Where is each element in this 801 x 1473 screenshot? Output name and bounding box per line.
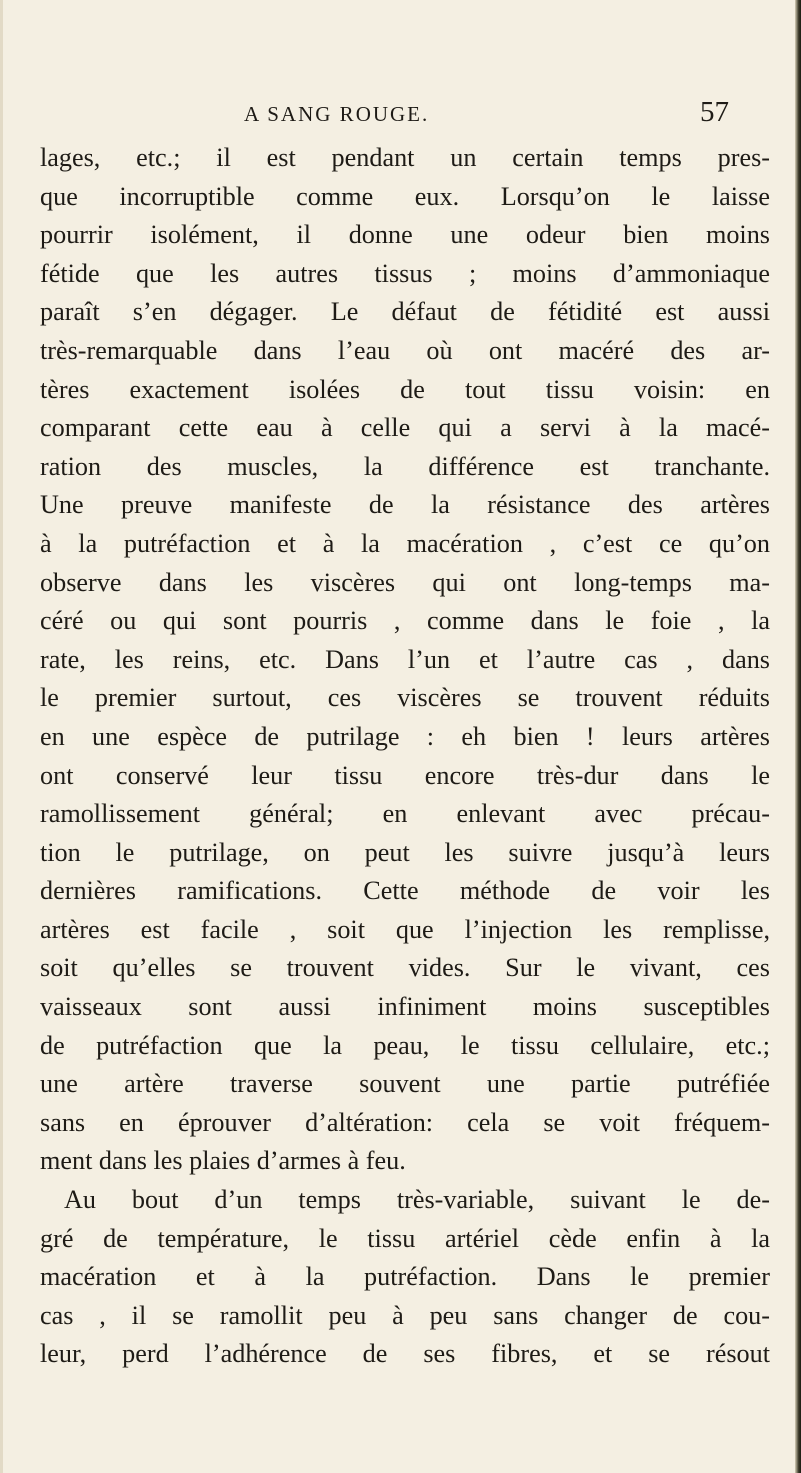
text-line: très-remarquable dans l’eau où ont macéré des ar- [40, 335, 770, 365]
text-line: pourrir isolément, il donne une odeur bien moins [40, 220, 770, 250]
text-line: dernières ramifications. Cette méthode de voir les [40, 876, 770, 906]
text-line: soit qu’elles se trouvent vides. Sur le vivant, ces [40, 953, 770, 983]
text-line: Une preuve manifeste de la résistance des artères [40, 490, 770, 520]
text-line: gré de température, le tissu artériel cède enfin à la [40, 1223, 770, 1253]
text-line: cas , il se ramollit peu à peu sans changer de cou- [40, 1300, 770, 1330]
page-number: 57 [700, 96, 729, 128]
text-line: en une espèce de putrilage : eh bien ! leurs artères [40, 721, 770, 751]
text-line: rate, les reins, etc. Dans l’un et l’autre cas , dans [40, 644, 770, 674]
running-head [0, 96, 801, 132]
text-line: fétide que les autres tissus ; moins d’ammoniaque [40, 258, 770, 288]
page-right-edge [795, 0, 801, 1473]
text-line: tères exactement isolées de tout tissu voisin: en [40, 374, 770, 404]
paragraph-end-line: ment dans les plaies d’armes à feu. [40, 1146, 406, 1176]
text-line: sans en éprouver d’altération: cela se voit fréquem- [40, 1107, 770, 1137]
text-line: ont conservé leur tissu encore très-dur dans le [40, 760, 770, 790]
paragraph-start-line: Au bout d’un temps très-variable, suivant le de- [64, 1185, 770, 1215]
text-line: tion le putrilage, on peut les suivre jusqu’à leurs [40, 837, 770, 867]
text-line: artères est facile , soit que l’injection les remplisse, [40, 914, 770, 944]
text-line: vaisseaux sont aussi infiniment moins susceptibles [40, 992, 770, 1022]
text-line: ramollissement général; en enlevant avec précau- [40, 799, 770, 829]
text-line: céré ou qui sont pourris , comme dans le foie , la [40, 606, 770, 636]
text-line: comparant cette eau à celle qui a servi à la macé- [40, 413, 770, 443]
page-left-edge [0, 0, 3, 1473]
text-line: à la putréfaction et à la macération , c’est ce qu’on [40, 528, 770, 558]
text-line: le premier surtout, ces viscères se trouvent réduits [40, 683, 770, 713]
text-line: que incorruptible comme eux. Lorsqu’on le laisse [40, 181, 770, 211]
text-line: lages, etc.; il est pendant un certain temps pres- [40, 143, 770, 172]
body-text [40, 139, 770, 1374]
text-line: macération et à la putréfaction. Dans le premier [40, 1262, 770, 1292]
text-line: observe dans les viscères qui ont long-temps ma- [40, 567, 770, 597]
text-line: une artère traverse souvent une partie putréfiée [40, 1069, 770, 1099]
text-line: ration des muscles, la différence est tranchante. [40, 451, 770, 481]
text-line: de putréfaction que la peau, le tissu cellulaire, etc.; [40, 1030, 770, 1060]
text-line: paraît s’en dégager. Le défaut de fétidité est aussi [40, 297, 770, 327]
text-line: leur, perd l’adhérence de ses fibres, et se résout [40, 1339, 770, 1369]
running-title: A SANG ROUGE. [244, 102, 430, 126]
